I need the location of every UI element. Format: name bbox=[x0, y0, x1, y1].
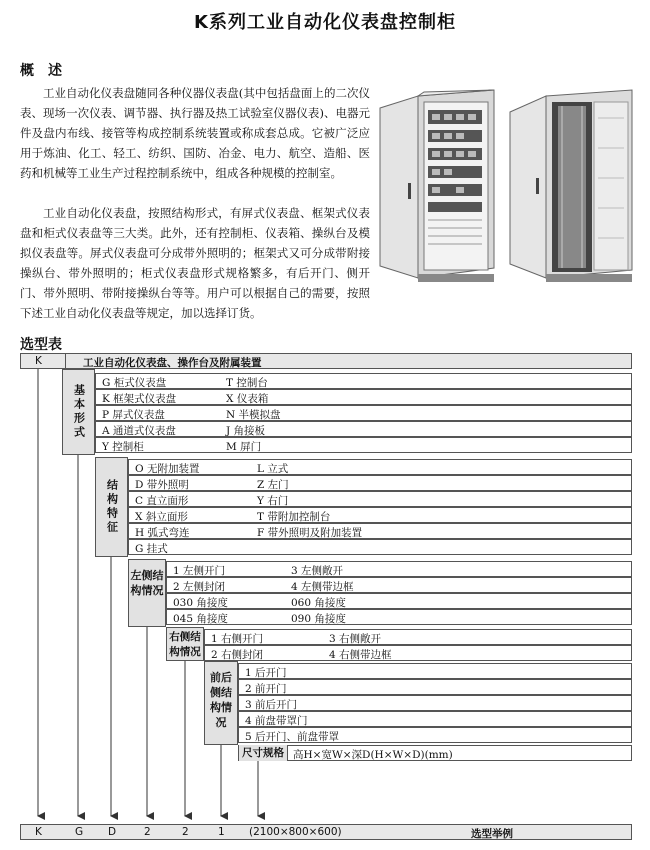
selection-heading: 选型表 bbox=[20, 337, 62, 353]
group-label-right-side: 右侧结构情况 bbox=[166, 627, 204, 661]
overview-heading: 概 述 bbox=[20, 63, 62, 79]
table-row: 1 右侧开门 3 右侧敞开 bbox=[204, 629, 632, 645]
table-row: O 无附加装置 L 立式 bbox=[128, 459, 632, 475]
overview-paragraph-2: 工业自动化仪表盘，按照结构形式，有屏式仪表盘、框架式仪表盘和柜式仪表盘等三大类。此外，还有控制柜、仪表箱、操纵台及模拟仪表盘等。屏式仪表盘可分成带外照明的；框架式又可分成带附接操纵台、带外照明的；柜式仪表盘形式规格繁多，有后开门、侧开门、带外照明、带附接操纵台等等。用户可以根据自己的需要，按照下述工业自动化仪表盘等规定，加以选择订货。 bbox=[20, 206, 370, 320]
table-row: H 弧式弯连 F 带外照明及附加装置 bbox=[128, 523, 632, 539]
table-row: 1 后开门 bbox=[238, 663, 632, 679]
table-row: P 屏式仪表盘 N 半模拟盘 bbox=[95, 405, 632, 421]
table-row: Y 控制柜 M 屏门 bbox=[95, 437, 632, 453]
example-code-2: G bbox=[75, 826, 84, 838]
example-bar bbox=[20, 824, 632, 840]
example-dims: (2100×800×600) bbox=[249, 826, 342, 838]
table-row: 3 前后开门 bbox=[238, 695, 632, 711]
size-text: 高H×宽W×深D(H×W×D)(mm) bbox=[293, 749, 453, 761]
table-row: 4 前盘带罩门 bbox=[238, 711, 632, 727]
table-row: 2 右侧封闭 4 右侧带边框 bbox=[204, 645, 632, 661]
table-row: 045 角接度 090 角接度 bbox=[166, 609, 632, 625]
example-code-4: 2 bbox=[144, 826, 151, 838]
table-row: X 斜立面形 T 带附加控制台 bbox=[128, 507, 632, 523]
table-row: G 柜式仪表盘 T 控制台 bbox=[95, 373, 632, 389]
table-row: K 框架式仪表盘 X 仪表箱 bbox=[95, 389, 632, 405]
overview-paragraph-1: 工业自动化仪表盘随同各种仪器仪表盘(其中包括盘面上的二次仪表、现场一次仪表、调节器、执行器及热工试验室仪器仪表)、电器元件及盘内布线、接管等构成控制系统装置或称成套总成。它被广泛应用于炼油、化工、轻工、纺织、国防、冶金、电力、航空、造船、医药和机械等工业生产过程控制系统中，组成各种规模的控制室。 bbox=[20, 86, 370, 180]
page-title: K系列工业自动化仪表盘控制柜 bbox=[194, 12, 456, 33]
top-code: K bbox=[35, 355, 42, 367]
size-label: 尺寸规格 bbox=[239, 745, 288, 761]
group-label-basic-form: 基本形式 bbox=[62, 369, 95, 455]
top-label: 工业自动化仪表盘、操作台及附属装置 bbox=[83, 357, 262, 369]
table-row: 5 后开门、前盘带罩 bbox=[238, 727, 632, 743]
example-code-6: 1 bbox=[218, 826, 225, 838]
example-code-5: 2 bbox=[182, 826, 189, 838]
table-row: 2 前开门 bbox=[238, 679, 632, 695]
group-label-front-rear: 前后侧结构情况 bbox=[204, 661, 238, 745]
example-label: 选型举例 bbox=[471, 828, 513, 840]
group-label-left-side: 左侧结构情况 bbox=[128, 559, 166, 627]
table-row: C 直立面形 Y 右门 bbox=[128, 491, 632, 507]
table-row: G 挂式 bbox=[128, 539, 632, 555]
table-row: D 带外照明 Z 左门 bbox=[128, 475, 632, 491]
table-row: 2 左侧封闭 4 左侧带边框 bbox=[166, 577, 632, 593]
table-row: 1 左侧开门 3 左侧敞开 bbox=[166, 561, 632, 577]
table-row: A 通道式仪表盘 J 角接板 bbox=[95, 421, 632, 437]
table-row: 030 角接度 060 角接度 bbox=[166, 593, 632, 609]
group-label-structure: 结构特征 bbox=[95, 457, 128, 557]
example-code-1: K bbox=[35, 826, 42, 838]
example-code-3: D bbox=[108, 826, 117, 838]
